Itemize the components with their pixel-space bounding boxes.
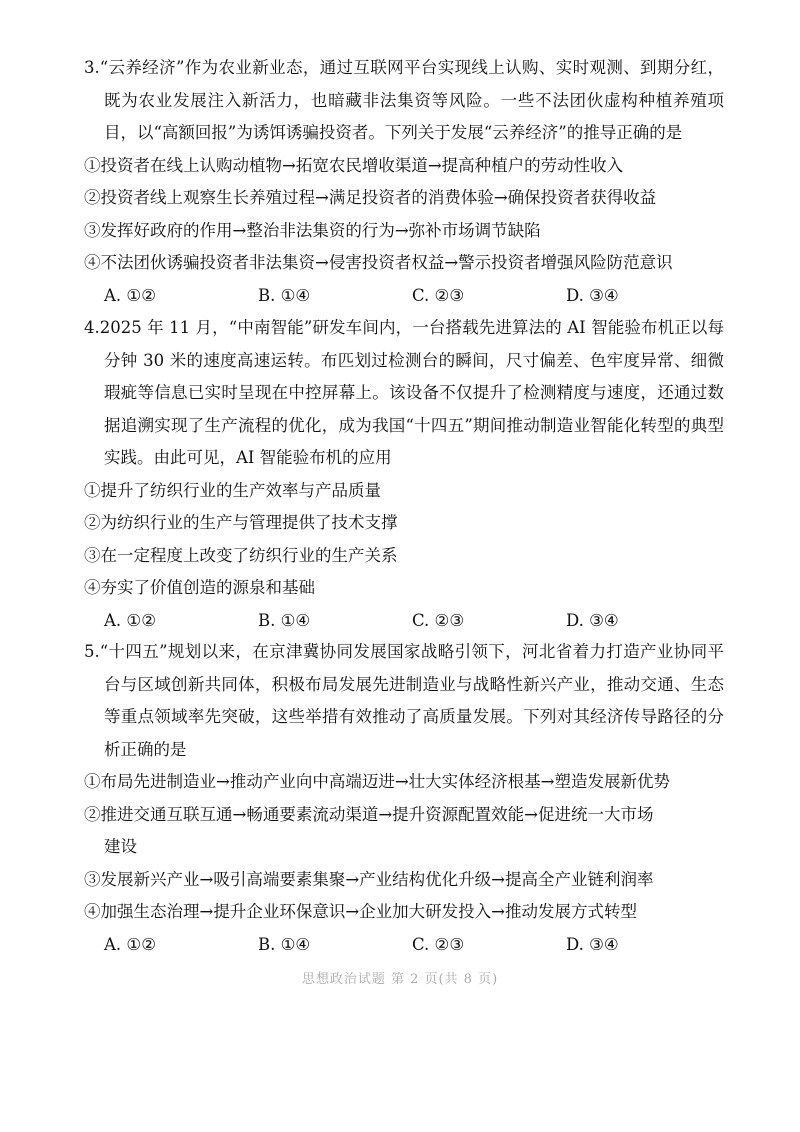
statement-item: ③发展新兴产业→吸引高端要素集聚→产业结构优化升级→提高全产业链利润率 (84, 869, 654, 889)
statement-item: ①提升了纺织行业的生产效率与产品质量 (84, 480, 381, 500)
option-a[interactable]: A. ①② (104, 285, 156, 305)
option-d[interactable]: D. ③④ (566, 285, 619, 305)
statement-item: ③发挥好政府的作用→整治非法集资的行为→弥补市场调节缺陷 (84, 220, 541, 240)
question-number: 4. (84, 318, 100, 337)
statement-item: ④夯实了价值创造的源泉和基础 (84, 578, 315, 597)
option-b[interactable]: B. ①④ (258, 610, 311, 630)
question-stem (84, 312, 724, 475)
question-3 (84, 52, 724, 312)
option-c[interactable]: C. ②③ (412, 610, 465, 630)
statement-item: ①布局先进制造业→推动产业向中高端迈进→壮大实体经济根基→塑造发展新优势 (84, 772, 670, 791)
option-b[interactable]: B. ①④ (258, 285, 311, 305)
statement-item-continuation: 建设 (104, 837, 137, 856)
answer-options (84, 929, 724, 962)
question-stem (84, 636, 724, 766)
option-c[interactable]: C. ②③ (412, 285, 465, 305)
statement-item: ①投资者在线上认购动植物→拓宽农民增收渠道→提高种植户的劳动性收入 (84, 155, 624, 175)
statement-item: ④不法团伙诱骗投资者非法集资→侵害投资者权益→警示投资者增强风险防范意识 (84, 253, 673, 272)
question-5 (84, 636, 724, 961)
option-d[interactable]: D. ③④ (566, 610, 619, 630)
answer-options (84, 280, 724, 313)
question-text: “云养经济”作为农业新业态，通过互联网平台实现线上认购、实时观测、到期分红，既为农业发展注入新活力，也暗藏非法集资等风险。一些不法团伙虚构种植养殖项目，以“高额回报”为诱饵诱骗投资者。下列关于发展“云养经济”的推导正确的是 (99, 58, 724, 142)
option-d[interactable]: D. ③④ (566, 934, 619, 954)
question-4 (84, 312, 724, 637)
question-number: 5. (84, 642, 100, 661)
statement-item: ③在一定程度上改变了纺织行业的生产关系 (84, 545, 398, 565)
statement-item: ②投资者线上观察生长养殖过程→满足投资者的消费体验→确保投资者获得收益 (84, 188, 657, 207)
option-b[interactable]: B. ①④ (258, 934, 311, 954)
statement-item: ②为纺织行业的生产与管理提供了技术支撑 (84, 513, 398, 532)
option-c[interactable]: C. ②③ (412, 934, 465, 954)
question-text: “十四五”规划以来，在京津冀协同发展国家战略引领下，河北省着力打造产业协同平台与区域创新共同体，积极布局发展先进制造业与战略性新兴产业，推动交通、生态等重点领域率先突破，这些举措有效推动了高质量发展。下列对其经济传导路径的分析正确的是 (99, 642, 724, 759)
page-footer: 思想政治试题 第 2 页(共 8 页) (301, 972, 499, 987)
question-stem (84, 52, 724, 150)
question-number: 3. (84, 58, 100, 77)
statement-item: ④加强生态治理→提升企业环保意识→企业加大研发投入→推动发展方式转型 (84, 902, 637, 921)
option-a[interactable]: A. ①② (104, 934, 156, 954)
option-a[interactable]: A. ①② (104, 610, 156, 630)
statement-item: ②推进交通互联互通→畅通要素流动渠道→提升资源配置效能→促进统一大市场 (84, 804, 654, 824)
question-text: 2025 年 11 月，“中南智能”研发车间内，一台搭载先进算法的 AI 智能验布机正以每分钟 30 米的速度高速运转。布匹划过检测台的瞬间，尺寸偏差、色牢度异常、细微瑕疵等信息已实时呈现在中控屏幕上。该设备不仅提升了检测精度与速度，还通过数据追溯实现了生产流程的优化，成为我国“十四五”期间推动制造业智能化转型的典型实践。由此可见，AI 智能验布机的应用 (99, 318, 724, 467)
answer-options (84, 605, 724, 638)
